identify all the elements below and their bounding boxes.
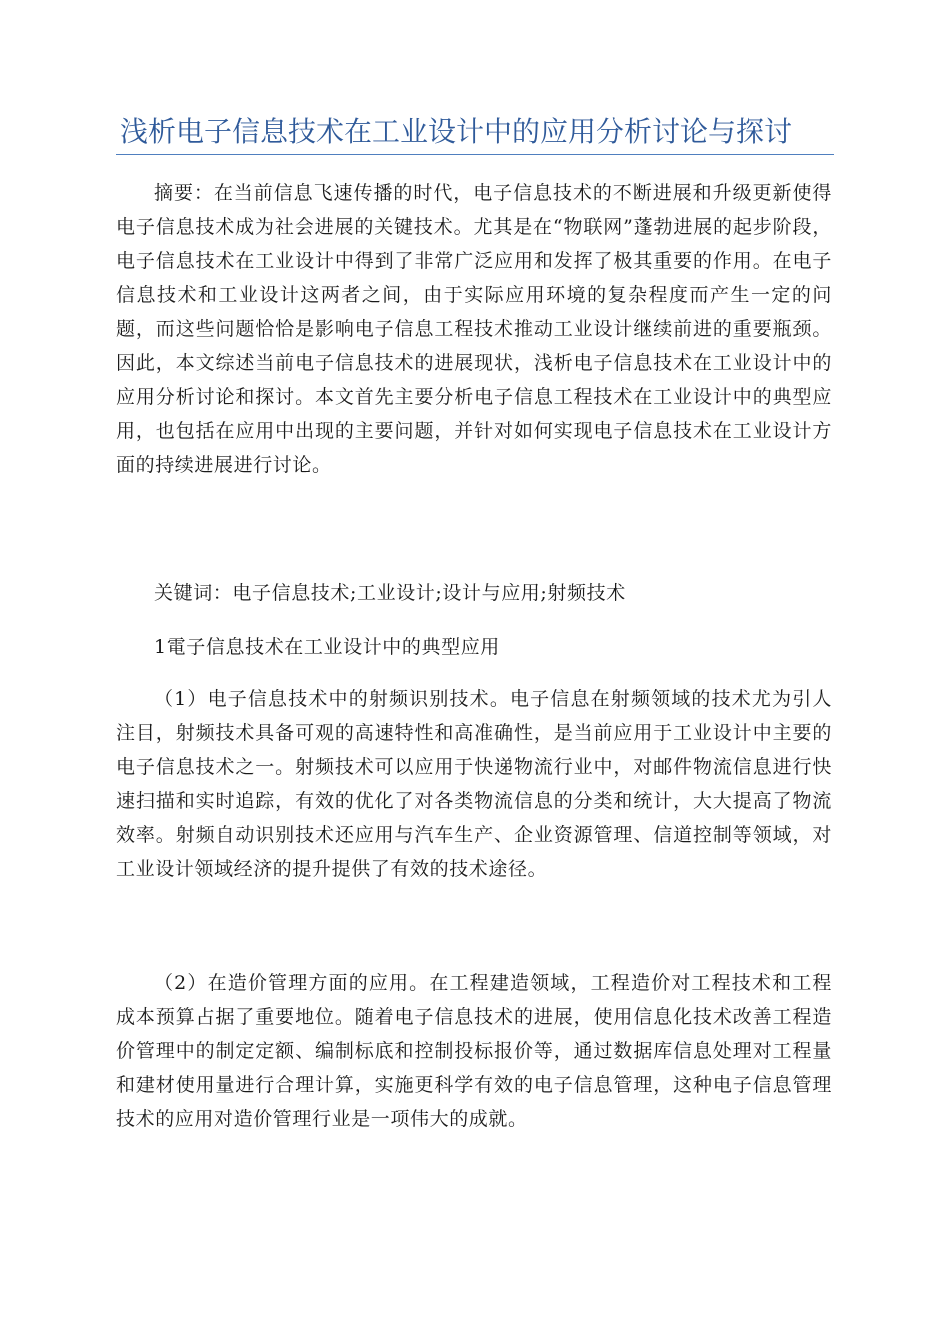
body-paragraph-rfid: （1）电子信息技术中的射频识别技术。电子信息在射频领域的技术尤为引人注目，射频技术具备可观的高速特性和高准确性，是当前应用于工业设计中主要的电子信息技术之一。射频技术可以应用于快递物流行业中，对邮件物流信息进行快速扫描和实时追踪，有效的优化了对各类物流信息的分类和统计，大大提高了物流效率。射频自动识别技术还应用与汽车生产、企业资源管理、信道控制等领域，对工业设计领域经济的提升提供了有效的技术途径。	[116, 688, 832, 880]
body-paragraph-cost-management: （2）在造价管理方面的应用。在工程建造领域，工程造价对工程技术和工程成本预算占据了重要地位。随着电子信息技术的进展，使用信息化技术改善工程造价管理中的制定定额、编制标底和控制投标报价等，通过数据库信息处理对工程量和建材使用量进行合理计算，实施更科学有效的电子信息管理，这种电子信息管理技术的应用对造价管理行业是一项伟大的成就。	[116, 972, 832, 1130]
section-heading-1: 1電子信息技术在工业设计中的典型应用	[154, 636, 500, 658]
title-underline	[116, 154, 834, 155]
document-title: 浅析电子信息技术在工业设计中的应用分析讨论与探讨	[120, 115, 793, 148]
abstract-paragraph: 摘要：在当前信息飞速传播的时代，电子信息技术的不断进展和升级更新使得电子信息技术成为社会进展的关键技术。尤其是在“物联网”蓬勃进展的起步阶段，电子信息技术在工业设计中得到了非常广泛应用和发挥了极其重要的作用。在电子信息技术和工业设计这两者之间，由于实际应用环境的复杂程度而产生一定的问题，而这些问题恰恰是影响电子信息工程技术推动工业设计继续前进的重要瓶颈。因此，本文综述当前电子信息技术的进展现状，浅析电子信息技术在工业设计中的应用分析讨论和探讨。本文首先主要分析电子信息工程技术在工业设计中的典型应用，也包括在应用中出现的主要问题，并针对如何实现电子信息技术在工业设计方面的持续进展进行讨论。	[116, 182, 832, 476]
keywords-line: 关键词：电子信息技术;工业设计;设计与应用;射频技术	[154, 582, 626, 604]
